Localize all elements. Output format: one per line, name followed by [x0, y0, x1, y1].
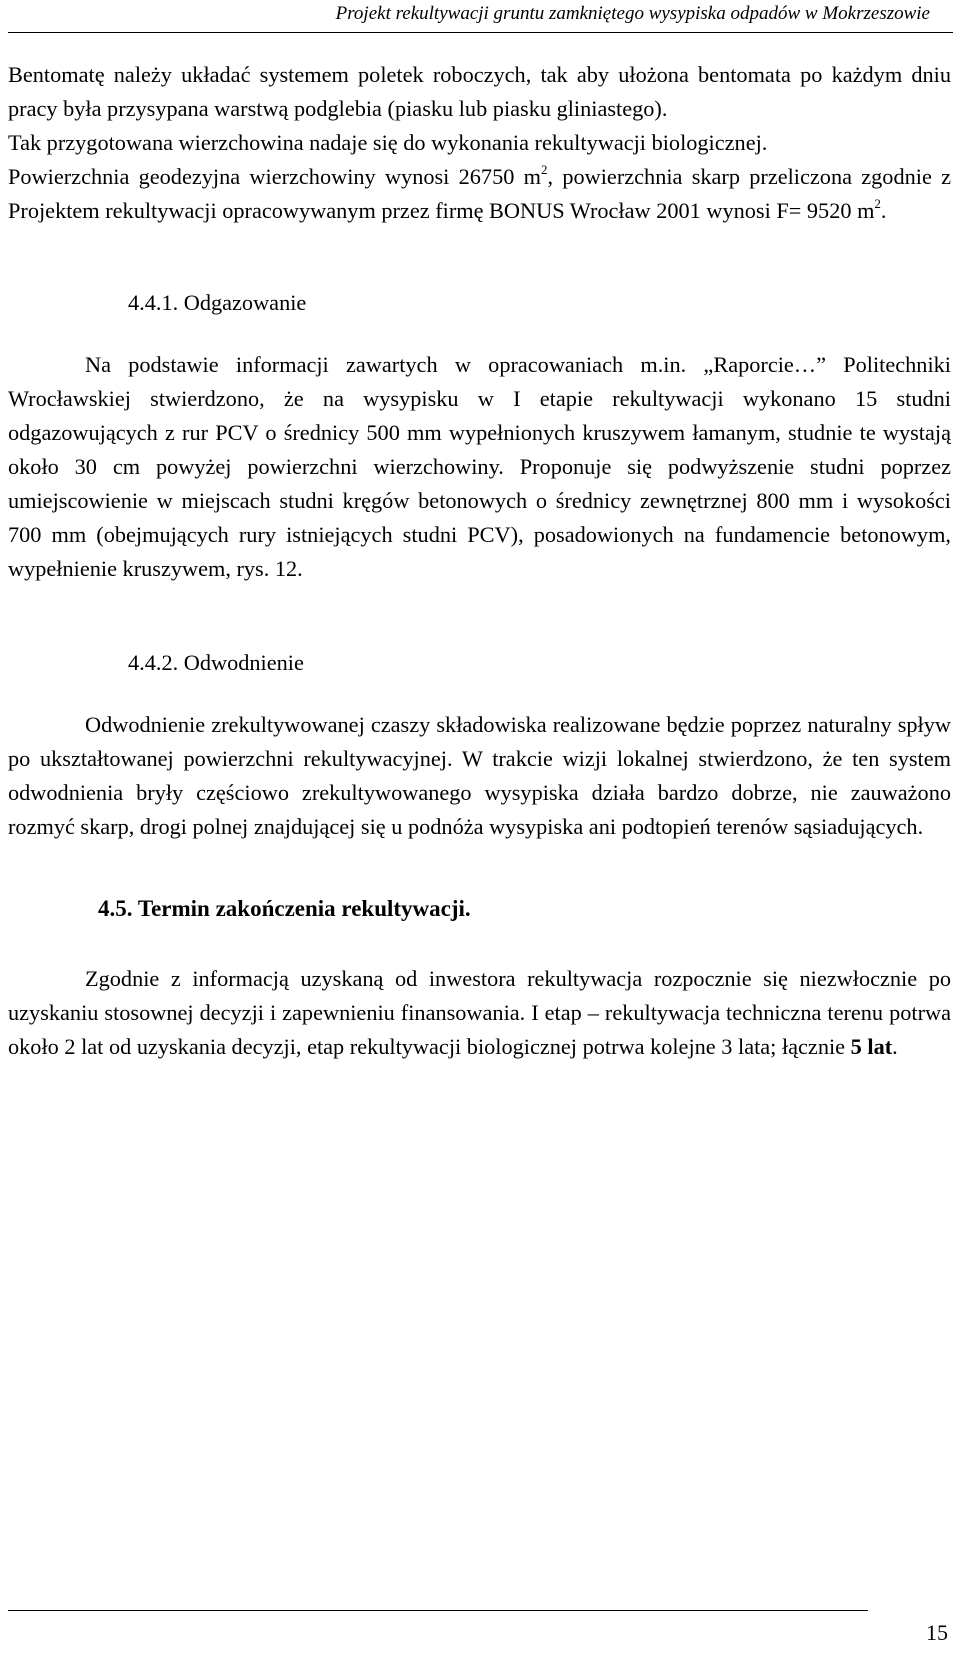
header-divider	[8, 32, 953, 33]
area-text-1: Powierzchnia geodezyjna wierzchowiny wynosi 26750 m	[8, 164, 541, 189]
intro-paragraph-1: Bentomatę należy układać systemem poletek roboczych, tak aby ułożona bentomata po każdym dniu pracy była przysypana warstwą podglebia (piasku lub piasku gliniastego).	[8, 62, 951, 121]
termin-text: Zgodnie z informacją uzyskaną od inwestora rekultywacja rozpocznie się niezwłocznie po uzyskaniu stosownej decyzji i zapewnieniu finansowania. I etap – rekultywacja techniczna terenu potrwa około 2 lat od uzyskania decyzji, etap rekultywacji biologicznej potrwa kolejne 3 lata; łącznie	[8, 966, 951, 1059]
footer-divider	[8, 1610, 868, 1611]
intro-paragraph-2: Tak przygotowana wierzchowina nadaje się do wykonania rekultywacji biologicznej.	[8, 130, 768, 155]
area-unit-exponent-2: 2	[874, 196, 881, 211]
section-body-odgazowanie: Na podstawie informacji zawartych w opracowaniach m.in. „Raporcie…” Politechniki Wrocławskiej stwierdzono, że na wysypisku w I etapie rekultywacji wykonano 15 studni odgazowujących z rur PCV o średnicy 500 mm wypełnionych kruszywem łamanym, studnie te wystają około 30 cm powyżej powierzchni wierzchowiny. Proponuje się podwyższenie studni poprzez umiejscowienie w miejscach studni kręgów betonowych o średnicy zewnętrznej 800 mm i wysokości 700 mm (obejmujących rury istniejących studni PCV), posadowionych na fundamencie betonowym, wypełnienie kruszywem, rys. 12.	[8, 352, 951, 581]
area-text-3: .	[880, 198, 887, 223]
area-unit-exponent-1: 2	[541, 162, 548, 177]
termin-text-end: .	[892, 1034, 898, 1059]
section-body-termin	[8, 962, 951, 1064]
page-body	[8, 58, 951, 1064]
section-heading-odwodnienie: 4.4.2. Odwodnienie	[128, 650, 304, 675]
running-header: Projekt rekultywacji gruntu zamkniętego wysypiska odpadów w Mokrzeszowie	[335, 3, 930, 24]
termin-total-duration: 5 lat	[850, 1034, 893, 1059]
section-body-odwodnienie: Odwodnienie zrekultywowanej czaszy składowiska realizowane będzie poprzez naturalny spływ po ukształtowanej powierzchni rekultywacyjnej. W trakcie wizji lokalnej stwierdzono, że ten system odwodnienia bryły częściowo zrekultywowanego wysypiska działa bardzo dobrze, nie zauważono rozmyć skarp, drogi polnej znajdującej się u podnóża wysypiska ani podtopień terenów sąsiadujących.	[8, 712, 951, 839]
intro-paragraph-3	[8, 160, 951, 228]
page-number: 15	[926, 1620, 948, 1645]
section-heading-odgazowanie: 4.4.1. Odgazowanie	[128, 290, 307, 315]
section-heading-termin: 4.5. Termin zakończenia rekultywacji.	[98, 896, 471, 921]
area-text-2: , powierzchnia skarp przeliczona zgodnie z Projektem rekultywacji opracowywanym przez firmę BONUS Wrocław 2001 wynosi F= 9520 m	[8, 164, 951, 223]
